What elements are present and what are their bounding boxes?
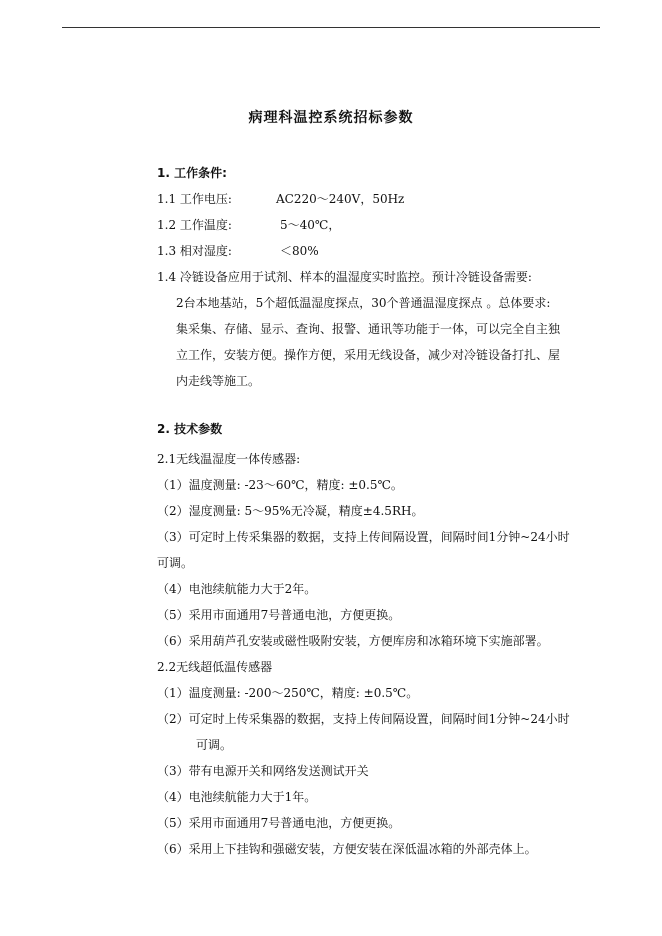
- spec-line: （4）电池续航能力大于1年。: [157, 790, 317, 804]
- item-1-4-line: 1.4 冷链设备应用于试剂、样本的温湿度实时监控。预计冷链设备需要:: [157, 270, 532, 284]
- condition-temperature-value: 5～40℃，: [280, 218, 341, 232]
- spec-line: （4）电池续航能力大于2年。: [157, 582, 317, 596]
- condition-voltage-label: 1.1 工作电压:: [157, 192, 232, 206]
- spec-line: 可调。: [157, 556, 194, 570]
- spec-line: （5）采用市面通用7号普通电池，方便更换。: [157, 816, 401, 830]
- spec-line: （3）可定时上传采集器的数据，支持上传间隔设置，间隔时间1分钟~24小时: [157, 530, 570, 544]
- section-2-heading: 2. 技术参数: [157, 422, 223, 436]
- condition-humidity-value: ＜80%: [280, 244, 319, 258]
- spec-line: （1）温度测量: -200～250℃，精度: ±0.5℃。: [157, 686, 419, 700]
- spec-line: （3）带有电源开关和网络发送测试开关: [157, 764, 369, 778]
- subsection-2-1-title: 2.1无线温湿度一体传感器:: [157, 452, 301, 466]
- spec-line: （2）湿度测量: 5～95%无冷凝，精度±4.5RH。: [157, 504, 424, 518]
- item-1-4-line: 2台本地基站，5个超低温湿度探点，30个普通温湿度探点 。总体要求:: [176, 296, 551, 310]
- section-1-heading: 1. 工作条件:: [157, 166, 227, 180]
- item-1-4-line: 集采集、存储、显示、查询、报警、通讯等功能于一体，可以完全自主独: [176, 322, 561, 336]
- spec-line: （1）温度测量: -23～60℃，精度: ±0.5℃。: [157, 478, 403, 492]
- spec-line: （2）可定时上传采集器的数据，支持上传间隔设置，间隔时间1分钟~24小时: [157, 712, 570, 726]
- spec-line: （6）采用葫芦孔安装或磁性吸附安装，方便库房和冰箱环境下实施部署。: [157, 634, 549, 648]
- spec-line: 可调。: [196, 738, 233, 752]
- condition-voltage-value: AC220～240V，50Hz: [276, 192, 405, 206]
- subsection-2-2-title: 2.2无线超低温传感器: [157, 660, 273, 674]
- item-1-4-line: 内走线等施工。: [176, 374, 261, 388]
- spec-line: （5）采用市面通用7号普通电池，方便更换。: [157, 608, 401, 622]
- item-1-4-line: 立工作，安装方便。操作方便，采用无线设备，减少对冷链设备打扎、屋: [176, 348, 561, 362]
- document-title: 病理科温控系统招标参数: [248, 110, 414, 126]
- condition-temperature-label: 1.2 工作温度:: [157, 218, 232, 232]
- condition-humidity-label: 1.3 相对湿度:: [157, 244, 232, 258]
- spec-line: （6）采用上下挂钩和强磁安装，方便安装在深低温冰箱的外部壳体上。: [157, 842, 537, 856]
- header-rule: [62, 27, 600, 28]
